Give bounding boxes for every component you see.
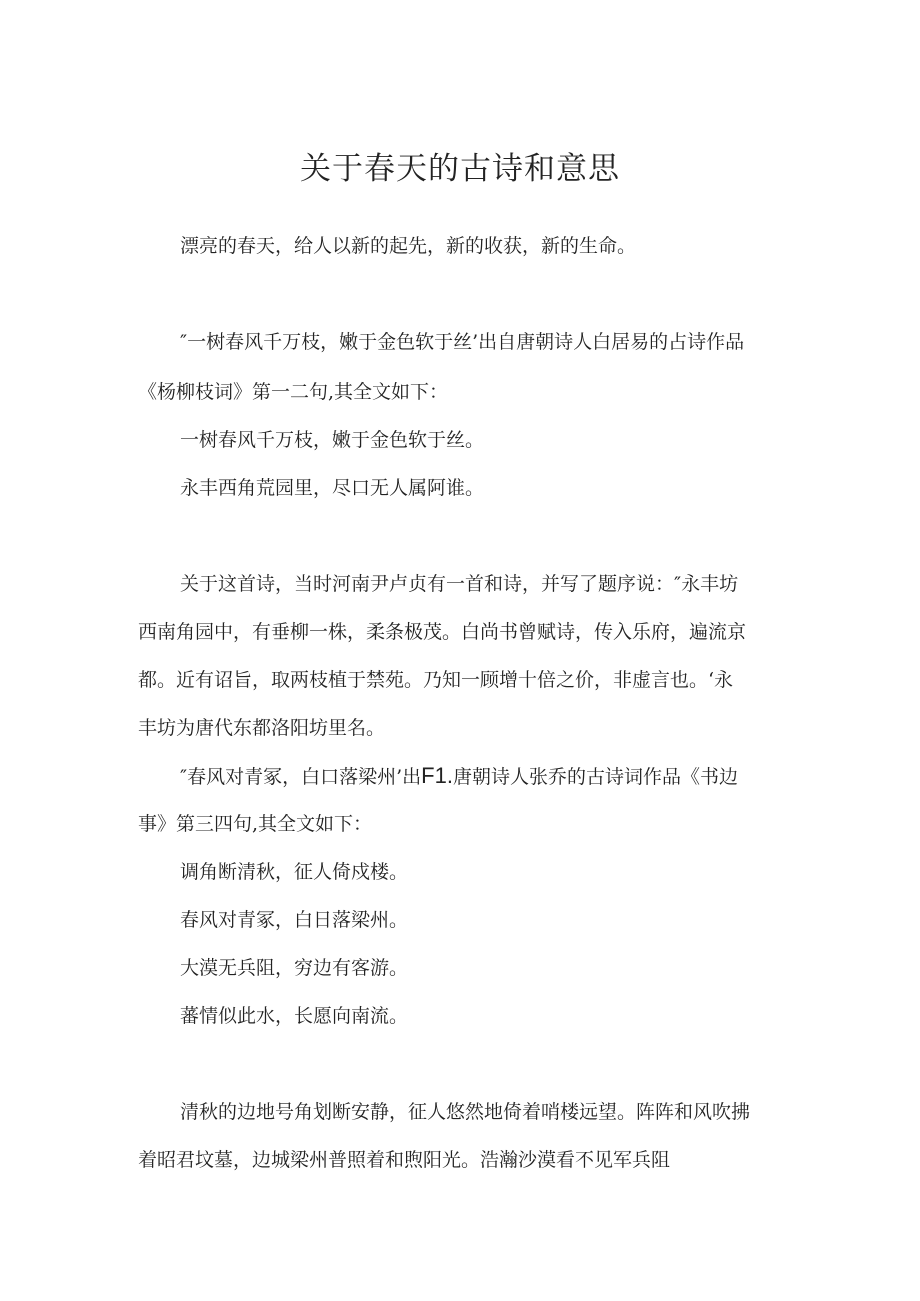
poem2-line-2: 春风对青冢，白日落梁州。: [180, 909, 409, 931]
poem2-line-1: 调角断清秋，征人倚戍楼。: [180, 861, 409, 883]
section2-line-2: 西南角园中，有垂柳一株，柔条极茂。白尚书曾赋诗，传入乐府，遍流京: [138, 621, 747, 643]
section2-line-1: 关于这首诗，当时河南尹卢贞有一首和诗，并写了题序说：″永丰坊: [180, 573, 739, 595]
section2-line-4: 丰坊为唐代东都洛阳坊里名。: [138, 717, 386, 739]
section2-line-3: 都。近有诏旨，取两枝植于禁苑。乃知一顾增十倍之价，非虚言也。‘永: [138, 669, 734, 691]
poem1-line-2: 永丰西角荒园里，尽口无人属阿谁。: [180, 477, 485, 499]
section1-intro-line-1: ″一树春风千万枝，嫩于金色软于丝’出自唐朝诗人白居易的占诗作品: [180, 331, 745, 353]
section3-f1-mark: F1.: [421, 763, 453, 788]
section3-intro-line-1: [180, 764, 738, 789]
section3-text-c: 唐朝诗人张乔的古诗词作品《书边: [452, 766, 738, 788]
poem1-line-1: 一树春风千万枝，嫩于金色软于丝。: [180, 429, 485, 451]
poem2-line-3: 大漠无兵阻，穷边有客游。: [180, 957, 409, 979]
section1-intro-line-2: 《杨柳枝词》第一二句,其全文如下：: [138, 381, 449, 403]
section4-line-1: 清秋的边地号角划断安静，征人悠然地倚着哨楼远望。阵阵和风吹拂: [180, 1101, 751, 1123]
intro-paragraph: 漂亮的春天，给人以新的起先，新的收获，新的生命。: [180, 235, 637, 257]
section4-line-2: 着昭君坟墓，边城梁州普照着和煦阳光。浩瀚沙漠看不见军兵阻: [138, 1149, 671, 1171]
section3-intro-line-2: 事》第三四句,其全文如下：: [138, 813, 373, 835]
page-title: 关于春天的古诗和意思: [300, 151, 620, 187]
section3-text-a: ″春风对青冢，白口落梁州’出: [180, 766, 422, 788]
poem2-line-4: 蕃情似此水，长愿向南流。: [180, 1005, 409, 1027]
